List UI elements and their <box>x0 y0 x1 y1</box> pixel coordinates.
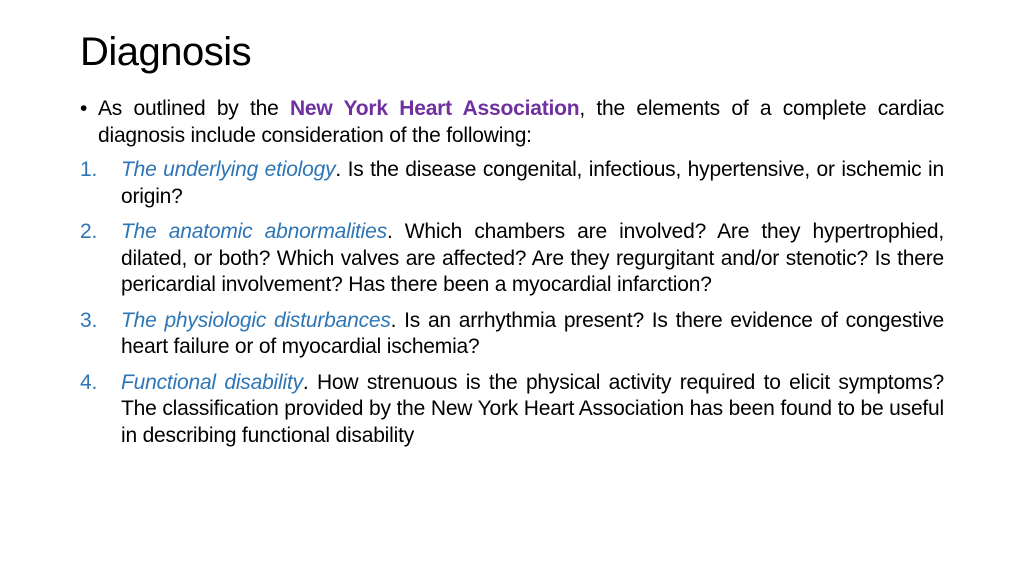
bullet-marker: • <box>80 97 88 120</box>
list-text: . Which chambers are involved? Are they hypertrophied, dilated, or both? Which valves are affected? Are they regurgitant and/or stenotic? Is there pericardial involvement? Has there been a myocardial infarction? <box>121 220 944 296</box>
slide-content <box>80 96 944 458</box>
list-heading: Functional disability <box>121 370 303 394</box>
list-item-anatomic <box>80 219 944 299</box>
intro-text-after: , the elements of a complete cardiac diagnosis include consideration of the following: <box>98 97 944 147</box>
list-heading: The anatomic abnormalities <box>121 220 387 243</box>
slide-title: Diagnosis <box>80 30 252 74</box>
list-item-functional <box>80 370 944 450</box>
list-number: 2. <box>80 220 98 243</box>
list-text: . Is the disease congenital, infectious, hypertensive, or ischemic in origin? <box>121 158 944 208</box>
list-item-etiology <box>80 157 944 210</box>
intro-bullet <box>80 96 944 149</box>
list-item-physiologic <box>80 308 944 361</box>
list-text: . Is an arrhythmia present? Is there evidence of congestive heart failure or of myocardial ischemia? <box>121 308 944 358</box>
nyha-highlight: New York Heart Association <box>289 97 580 120</box>
list-text: . How strenuous is the physical activity required to elicit symptoms? The classification provided by the New York Heart Association has been found to be useful in describing functional disability <box>121 370 944 447</box>
list-number: 1. <box>80 158 98 181</box>
intro-text-before: As outlined by the <box>98 97 290 120</box>
list-heading: The physiologic disturbances <box>121 308 391 332</box>
list-number: 3. <box>80 308 98 332</box>
list-heading: The underlying etiology <box>121 158 336 181</box>
list-number: 4. <box>80 370 98 394</box>
